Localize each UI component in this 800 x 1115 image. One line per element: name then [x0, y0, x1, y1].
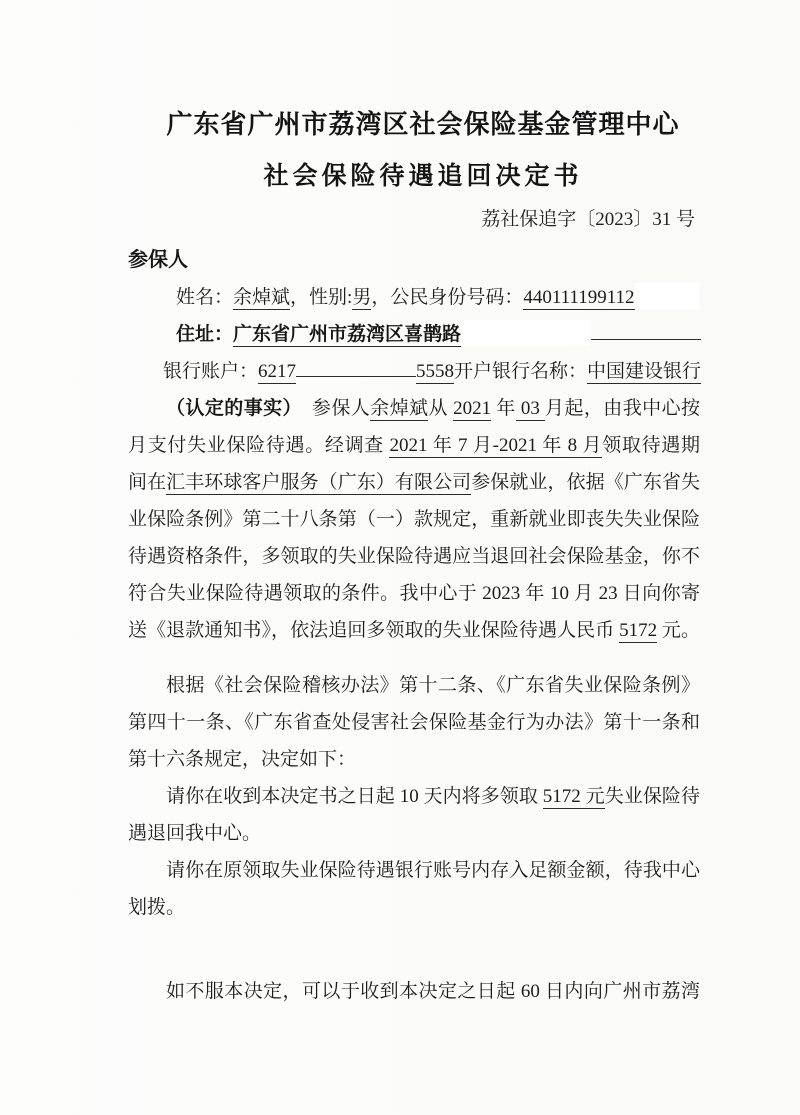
insured-section-heading: 参保人 — [128, 249, 188, 271]
bank-name-value: 中国建设银行 — [587, 361, 702, 382]
gender-value: 男 — [352, 287, 372, 308]
address-blank-underline — [591, 318, 701, 340]
document-content — [128, 242, 700, 1010]
text-segment: 符合失业保险待遇领取的条件。我中心于 2023 年 10 月 23 日向你寄 — [128, 583, 700, 604]
id-label: ，公民身份号码： — [371, 287, 524, 308]
start-year: 2021 — [453, 398, 492, 419]
text-line — [128, 815, 700, 852]
text-segment: 业保险条例》第二十八条第（一）款规定，重新就业即丧失失业保险 — [128, 509, 700, 530]
text-segment: 领取待遇期 — [602, 435, 700, 456]
text-segment: 从 — [428, 398, 454, 419]
indent-spacer — [128, 302, 176, 303]
text-segment: 请你在原领取失业保险待遇银行账号内存入足额金额，待我中心 — [166, 860, 700, 881]
document-title: 广东省广州市荔湾区社会保险基金管理中心 — [166, 109, 680, 139]
insured-name-row — [128, 279, 700, 316]
address-label: 住址： — [176, 324, 234, 345]
text-segment: 待遇资格条件，多领取的失业保险待遇应当退回社会保险基金，你不 — [128, 546, 700, 567]
bank-account-blank-underline — [296, 355, 416, 377]
text-line — [128, 889, 700, 926]
text-segment: 间在 — [128, 472, 167, 493]
bank-account-suffix: 5558 — [416, 361, 455, 382]
indent-spacer — [128, 376, 163, 377]
employer-name: 汇丰环球客户服务（广东）有限公司 — [166, 472, 472, 493]
text-line — [128, 390, 700, 427]
bank-name-label: 开户银行名称： — [454, 361, 588, 382]
document-body — [128, 390, 700, 1010]
text-segment: 根据《社会保险稽核办法》第十二条、《广东省失业保险条例》 — [166, 675, 700, 696]
text-line — [128, 538, 700, 575]
redaction-box — [461, 320, 591, 346]
text-segment: 遇退回我中心。 — [128, 823, 262, 844]
bank-account-prefix: 6217 — [258, 361, 297, 382]
text-line — [128, 464, 700, 501]
text-segment: 月支付失业保险待遇。经调查 — [128, 435, 390, 456]
bank-account-label: 银行账户： — [163, 361, 259, 382]
text-segment: 请你在收到本决定书之日起 10 天内将多领取 — [166, 786, 543, 807]
text-segment: 失业保险待 — [604, 786, 700, 807]
text-line — [128, 575, 700, 612]
text-segment: 划拨。 — [128, 897, 186, 918]
redaction-box — [635, 283, 699, 309]
text-segment: 元。 — [657, 620, 700, 641]
text-line — [128, 852, 700, 889]
text-segment: 第十六条规定，决定如下： — [128, 749, 357, 770]
text-segment: 如不服本决定，可以于收到本决定之日起 60 日内向广州市荔湾 — [166, 981, 700, 1002]
insured-name: 余焯斌 — [370, 398, 429, 419]
recovery-amount: 5172 — [619, 620, 658, 641]
text-line — [128, 667, 700, 704]
start-month: 03 — [515, 398, 546, 419]
text-line — [128, 778, 700, 815]
benefit-period: 2021 年 7 月-2021 年 8 月 — [389, 435, 603, 456]
facts-heading: （认定的事实） — [166, 398, 293, 419]
text-segment: 送《退款通知书》，依法追回多领取的失业保险待遇人民币 — [128, 620, 620, 641]
document-number: 荔社保追字〔2023〕31 号 — [481, 209, 695, 230]
id-value: 440111199112 — [523, 287, 635, 308]
text-line — [128, 612, 700, 649]
name-label: 姓名： — [176, 287, 234, 308]
text-segment: 参保人 — [292, 398, 371, 419]
text-line — [128, 427, 700, 464]
text-line — [128, 501, 700, 538]
indent-spacer — [128, 339, 176, 340]
text-segment: 月起，由我中心按 — [545, 398, 700, 419]
insured-address-row — [128, 316, 700, 353]
text-segment: 年 — [491, 398, 516, 419]
text-line — [128, 973, 700, 1010]
text-line — [128, 741, 700, 778]
repay-amount: 5172 元 — [542, 786, 605, 807]
gender-label: ，性别: — [290, 287, 353, 308]
name-value: 余焯斌 — [233, 287, 291, 308]
insured-bank-row — [128, 353, 700, 390]
document-subtitle: 社会保险待遇追回决定书 — [263, 162, 583, 190]
address-value: 广东省广州市荔湾区喜鹊路 — [233, 324, 462, 345]
text-segment: 参保就业，依据《广东省失 — [471, 472, 700, 493]
text-line — [128, 704, 700, 741]
text-segment: 第四十一条、《广东省查处侵害社会保险基金行为办法》第十一条和 — [128, 712, 700, 733]
